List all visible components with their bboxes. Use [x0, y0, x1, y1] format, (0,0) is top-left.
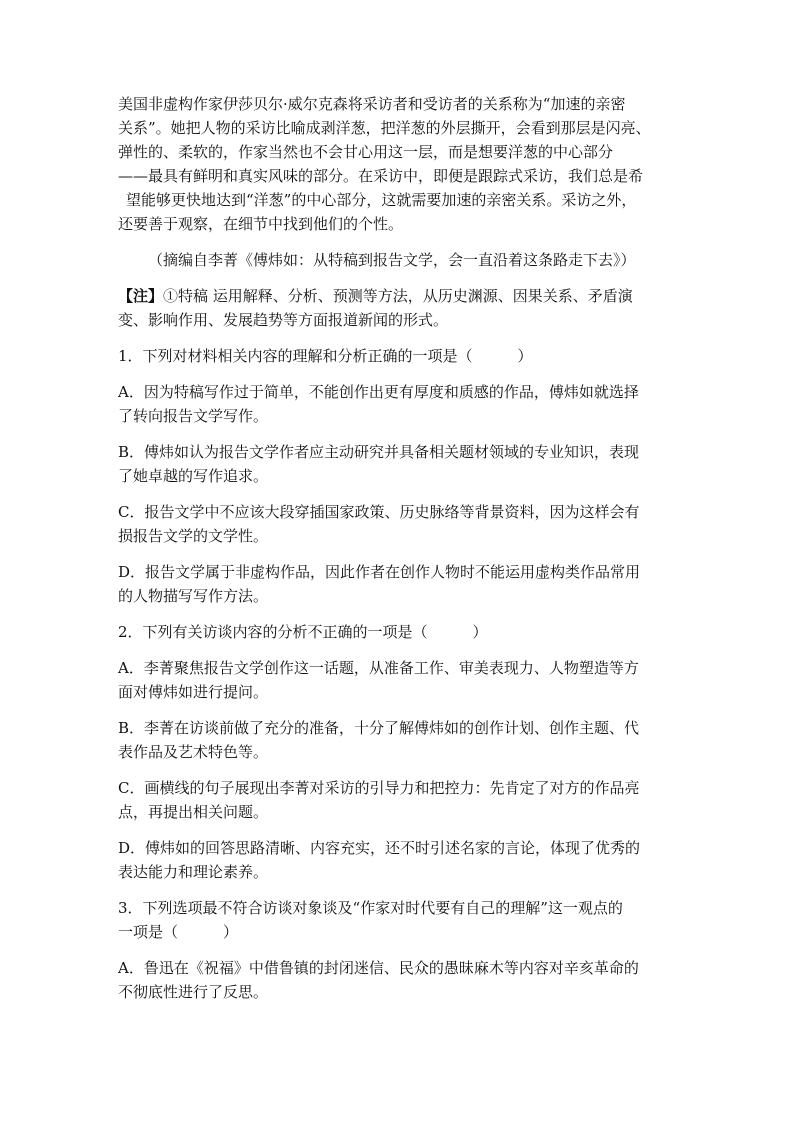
- option-line: A．鲁迅在《祝福》中借鲁镇的封闭迷信、民众的愚昧麻木等内容对辛亥革命的: [118, 959, 639, 977]
- question-2-option-d: [118, 836, 674, 884]
- option-line: C．画横线的句子展现出李菁对采访的引导力和把控力：先肯定了对方的作品亮: [118, 779, 640, 797]
- option-line: D．报告文学属于非虚构作品，因此作者在创作人物时不能运用虚构类作品常用: [118, 563, 641, 581]
- question-3-option-a: [118, 956, 674, 1004]
- option-line: D．傅炜如的回答思路清晰、内容充实，还不时引述名家的言论，体现了优秀的: [118, 839, 641, 857]
- question-1-option-a: [118, 380, 674, 428]
- passage-paragraph: [118, 92, 674, 236]
- question-1-option-b: [118, 440, 674, 488]
- option-line: C．报告文学中不应该大段穿插国家政策、历史脉络等背景资料，因为这样会有: [118, 503, 640, 521]
- option-line: B．李菁在访谈前做了充分的准备，十分了解傅炜如的创作计划、创作主题、代: [118, 719, 640, 737]
- question-2-option-a: [118, 656, 674, 704]
- option-line: 损报告文学的文学性。: [118, 527, 269, 545]
- option-line: 点，再提出相关问题。: [118, 803, 269, 821]
- question-3-stem: [118, 896, 674, 944]
- option-line: B．傅炜如认为报告文学作者应主动研究并具备相关题材领域的专业知识，表现: [118, 443, 640, 461]
- passage-line: 望能够更快地达到“洋葱”的中心部分，这就需要加速的亲密关系。采访之外，: [126, 191, 637, 209]
- option-line: A．李菁聚焦报告文学创作这一话题，从准备工作、审美表现力、人物塑造等方: [118, 659, 639, 677]
- question-1-option-d: [118, 560, 674, 608]
- question-stem-line: 一项是（ ）: [118, 923, 239, 941]
- passage-line: 还要善于观察，在细节中找到他们的个性。: [118, 215, 404, 233]
- option-line: 不彻底性进行了反思。: [118, 983, 269, 1001]
- note-tag: 【注】: [118, 287, 164, 305]
- question-2-stem: [118, 620, 674, 644]
- question-stem-line: 3．下列选项最不符合访谈对象谈及“作家对时代要有自己的理解”这一观点的: [118, 899, 623, 917]
- question-2-option-b: [118, 716, 674, 764]
- passage-line: 美国非虚构作家伊莎贝尔·威尔克森将采访者和受访者的关系称为“加速的亲密: [118, 95, 626, 113]
- question-2-option-c: [118, 776, 674, 824]
- note-paragraph: [118, 284, 674, 332]
- question-1-option-c: [118, 500, 674, 548]
- option-line: 表达能力和理论素养。: [118, 863, 269, 881]
- question-stem-line: 1．下列对材料相关内容的理解和分析正确的一项是（ ）: [118, 347, 533, 365]
- document-page: [118, 92, 674, 1016]
- passage-line: 弹性的、柔软的，作家当然也不会甘心用这一层，而是想要洋葱的中心部分: [118, 143, 614, 161]
- option-line: 了转向报告文学写作。: [118, 407, 269, 425]
- passage-line: 关系”。她把人物的采访比喻成剥洋葱，把洋葱的外层撕开，会看到那层是闪亮、: [118, 119, 651, 137]
- option-line: 了她卓越的写作追求。: [118, 467, 269, 485]
- passage-line: ——最具有鲜明和真实风味的部分。在采访中，即便是跟踪式采访，我们总是希: [118, 167, 644, 185]
- note-text: ①特稿 运用解释、分析、预测等方法，从历史渊源、因果关系、矛盾演: [163, 287, 633, 305]
- option-line: 的人物描写写作方法。: [118, 587, 269, 605]
- source-citation: （摘编自李菁《傅炜如：从特稿到报告文学，会一直沿着这条路走下去》）: [148, 251, 636, 269]
- question-stem-line: 2．下列有关访谈内容的分析不正确的一项是（ ）: [118, 623, 488, 641]
- option-line: A．因为特稿写作过于简单，不能创作出更有厚度和质感的作品，傅炜如就选择: [118, 383, 639, 401]
- option-line: 表作品及艺术特色等。: [118, 743, 269, 761]
- question-1-stem: [118, 344, 674, 368]
- option-line: 面对傅炜如进行提问。: [118, 683, 269, 701]
- note-text: 变、影响作用、发展趋势等方面报道新闻的形式。: [118, 311, 449, 329]
